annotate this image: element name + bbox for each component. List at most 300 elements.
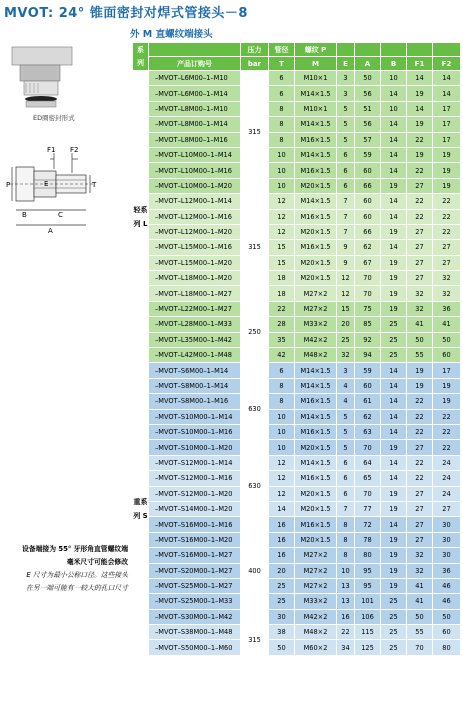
table-row (133, 147, 461, 162)
dim-e-value: 5 (337, 440, 355, 455)
order-code: –MVOT–S8M00–1–M14 (149, 378, 241, 393)
dim-f1-value: 41 (407, 594, 433, 609)
tube-size: 12 (269, 486, 295, 501)
order-code: –MVOT–S14M00–1–M20 (149, 501, 241, 516)
header-f2: F2 (433, 57, 461, 71)
dim-a-value: 75 (355, 301, 381, 316)
dim-a-value: 60 (355, 194, 381, 209)
dim-f2-value: 30 (433, 532, 461, 547)
header-thread-unit: M (295, 57, 337, 71)
dim-a-value: 95 (355, 578, 381, 593)
header-a: A (355, 57, 381, 71)
dim-a-value: 62 (355, 409, 381, 424)
tube-size: 12 (269, 194, 295, 209)
table-row (133, 178, 461, 193)
table-row (133, 117, 461, 132)
order-code: –MVOT–S6M00–1–M14 (149, 363, 241, 378)
dim-a-value: 63 (355, 424, 381, 439)
tube-size: 12 (269, 455, 295, 470)
order-code: –MVOT–L18M00–1–M27 (149, 286, 241, 301)
fitting-drawing (0, 45, 130, 245)
dim-f1-value: 22 (407, 194, 433, 209)
order-code: –MVOT–S20M00–1–M27 (149, 563, 241, 578)
dim-f1-value: 27 (407, 532, 433, 547)
thread-size: M14×1.5 (295, 147, 337, 162)
dim-b-value: 14 (381, 240, 407, 255)
tube-size: 10 (269, 147, 295, 162)
table-row (133, 301, 461, 316)
dim-e-value: 7 (337, 194, 355, 209)
dim-e-value: 3 (337, 86, 355, 101)
dim-a: A (48, 227, 53, 235)
pressure-value: 630 (241, 363, 269, 455)
dim-b-value: 14 (381, 394, 407, 409)
dim-a-value: 95 (355, 563, 381, 578)
tube-size: 15 (269, 255, 295, 270)
dim-f1-value: 27 (407, 255, 433, 270)
header-series: 系 列 (133, 43, 149, 71)
dim-a-value: 70 (355, 271, 381, 286)
dim-f2-value: 46 (433, 594, 461, 609)
dim-f2-value: 22 (433, 224, 461, 239)
table-row (133, 71, 461, 86)
dim-f2-value: 36 (433, 563, 461, 578)
order-code: –MVOT–S25M00–1–M33 (149, 594, 241, 609)
dim-b-value: 25 (381, 317, 407, 332)
table-row (133, 424, 461, 439)
dim-f2-value: 19 (433, 147, 461, 162)
dim-b-value: 19 (381, 224, 407, 239)
dim-b-value: 14 (381, 132, 407, 147)
tube-size: 16 (269, 532, 295, 547)
table-row (133, 86, 461, 101)
tube-size: 15 (269, 240, 295, 255)
order-code: –MVOT–S12M00–1–M16 (149, 471, 241, 486)
dim-a-value: 60 (355, 378, 381, 393)
dim-f1-value: 32 (407, 301, 433, 316)
thread-size: M27×2 (295, 578, 337, 593)
table-row (133, 209, 461, 224)
order-code: –MVOT–S10M00–1–M16 (149, 424, 241, 439)
dim-e-value: 6 (337, 471, 355, 486)
dim-b-value: 19 (381, 301, 407, 316)
dim-f2-value: 50 (433, 332, 461, 347)
thread-size: M16×1.5 (295, 471, 337, 486)
dim-b-value: 10 (381, 101, 407, 116)
dim-e-value: 8 (337, 548, 355, 563)
tube-size: 18 (269, 286, 295, 301)
table-row (133, 471, 461, 486)
section-subtitle: 外 M 直螺纹端接头 (130, 29, 213, 40)
order-code: –MVOT–L18M00–1–M20 (149, 271, 241, 286)
thread-size: M14×1.5 (295, 455, 337, 470)
dim-b-value: 14 (381, 424, 407, 439)
dim-b-value: 14 (381, 147, 407, 162)
dim-f2-value: 24 (433, 471, 461, 486)
dim-f2-value: 17 (433, 363, 461, 378)
dim-e-value: 4 (337, 394, 355, 409)
dim-f1-value: 22 (407, 163, 433, 178)
dim-a-value: 106 (355, 609, 381, 624)
dim-b: B (22, 211, 27, 219)
note-1: 设备端接为 55° 牙形角直管螺纹端 (22, 545, 128, 553)
dim-f1-value: 27 (407, 517, 433, 532)
dim-f1-value: 41 (407, 317, 433, 332)
thread-size: M10×1 (295, 101, 337, 116)
order-code: –MVOT–S30M00–1–M42 (149, 609, 241, 624)
order-code: –MVOT–L10M00–1–M14 (149, 147, 241, 162)
table-row (133, 194, 461, 209)
tube-size: 8 (269, 394, 295, 409)
tube-size: 8 (269, 378, 295, 393)
dim-a-value: 125 (355, 640, 381, 655)
dim-e-value: 12 (337, 286, 355, 301)
dim-b-value: 25 (381, 625, 407, 640)
order-code: –MVOT–S12M00–1–M20 (149, 486, 241, 501)
dim-f2-value: 27 (433, 240, 461, 255)
thread-size: M48×2 (295, 625, 337, 640)
tube-size: 14 (269, 501, 295, 516)
tube-size: 10 (269, 440, 295, 455)
dim-e-value: 22 (337, 625, 355, 640)
table-row (133, 101, 461, 116)
thread-size: M14×1.5 (295, 194, 337, 209)
dim-f1-value: 50 (407, 332, 433, 347)
order-code: –MVOT–L6M00–1–M10 (149, 71, 241, 86)
order-code: –MVOT–S10M00–1–M14 (149, 409, 241, 424)
thread-size: M20×1.5 (295, 271, 337, 286)
dim-e-value: 3 (337, 71, 355, 86)
dim-b-value: 19 (381, 178, 407, 193)
order-code: –MVOT–L22M00–1–M27 (149, 301, 241, 316)
header-pressure-unit: bar (241, 57, 269, 71)
dim-t: T (92, 181, 97, 189)
thread-size: M27×2 (295, 286, 337, 301)
dim-f2-value: 19 (433, 394, 461, 409)
dim-f1-value: 22 (407, 209, 433, 224)
dim-f2-value: 24 (433, 455, 461, 470)
dim-f2-value: 22 (433, 424, 461, 439)
order-code: –MVOT–S50M00–1–M60 (149, 640, 241, 655)
table-row (133, 224, 461, 239)
table-row (133, 271, 461, 286)
dim-f1-value: 27 (407, 501, 433, 516)
dim-f1-value: 70 (407, 640, 433, 655)
dim-f2-value: 32 (433, 271, 461, 286)
dim-f1-value: 27 (407, 178, 433, 193)
thread-size: M16×1.5 (295, 209, 337, 224)
header-pressure: 压力 (241, 43, 269, 57)
dim-a-value: 72 (355, 517, 381, 532)
order-code: –MVOT–S16M00–1–M20 (149, 532, 241, 547)
dim-f1-value: 19 (407, 147, 433, 162)
dim-f1-value: 22 (407, 409, 433, 424)
dim-a-value: 60 (355, 163, 381, 178)
dim-f2-value: 30 (433, 548, 461, 563)
table-row (133, 363, 461, 378)
dim-b-value: 19 (381, 271, 407, 286)
table-row (133, 609, 461, 624)
dim-b-value: 14 (381, 209, 407, 224)
dim-e-value: 15 (337, 301, 355, 316)
dim-f2-value: 50 (433, 609, 461, 624)
dim-e-value: 20 (337, 317, 355, 332)
dim-f2-value: 80 (433, 640, 461, 655)
dim-a-value: 56 (355, 86, 381, 101)
dim-b-value: 25 (381, 332, 407, 347)
dim-f2-value: 14 (433, 71, 461, 86)
dim-f1-value: 22 (407, 132, 433, 147)
dim-e-value: 5 (337, 409, 355, 424)
dim-e-value: 8 (337, 532, 355, 547)
tube-size: 25 (269, 578, 295, 593)
dim-f2-value: 41 (433, 317, 461, 332)
dim-f2-value: 22 (433, 409, 461, 424)
tube-size: 18 (269, 271, 295, 286)
thread-size: M27×2 (295, 301, 337, 316)
order-code: –MVOT–L6M00–1–M14 (149, 86, 241, 101)
tube-size: 6 (269, 71, 295, 86)
dim-a-value: 62 (355, 240, 381, 255)
dim-b-value: 19 (381, 486, 407, 501)
header-row-2 (133, 57, 461, 71)
order-code: –MVOT–S16M00–1–M16 (149, 517, 241, 532)
table-row (133, 594, 461, 609)
pressure-value: 630 (241, 455, 269, 517)
header-thread: 螺纹 P (295, 43, 337, 57)
order-code: –MVOT–L10M00–1–M20 (149, 178, 241, 193)
dim-f2-value: 17 (433, 132, 461, 147)
dim-f1-value: 32 (407, 563, 433, 578)
header-code (149, 43, 241, 57)
tube-size: 30 (269, 609, 295, 624)
dim-b-value: 25 (381, 609, 407, 624)
pressure-value: 315 (241, 625, 269, 656)
dim-e-value: 7 (337, 224, 355, 239)
table-row (133, 501, 461, 516)
dim-b-value: 14 (381, 455, 407, 470)
thread-size: M48×2 (295, 348, 337, 363)
page-title: MVOT: 24° 锥面密封对焊式管接头－8 (4, 6, 248, 21)
thread-size: M16×1.5 (295, 132, 337, 147)
dim-f1-value: 27 (407, 486, 433, 501)
dim-a-value: 101 (355, 594, 381, 609)
seal-caption: ED圈密封形式 (33, 114, 75, 122)
thread-size: M16×1.5 (295, 240, 337, 255)
dim-f1: F1 (47, 146, 56, 154)
header-row-1 (133, 43, 461, 57)
table-row (133, 240, 461, 255)
pressure-value: 315 (241, 194, 269, 302)
dim-a-value: 80 (355, 548, 381, 563)
dim-f1-value: 22 (407, 424, 433, 439)
tube-size: 12 (269, 209, 295, 224)
dim-f2-value: 27 (433, 501, 461, 516)
table-row (133, 563, 461, 578)
thread-size: M42×2 (295, 609, 337, 624)
dim-f2-value: 30 (433, 517, 461, 532)
pressure-value: 250 (241, 301, 269, 363)
dim-f2-value: 32 (433, 286, 461, 301)
pressure-value: 315 (241, 71, 269, 194)
dim-b-value: 14 (381, 163, 407, 178)
dim-f1-value: 32 (407, 548, 433, 563)
tube-size: 10 (269, 424, 295, 439)
dim-f2-value: 46 (433, 578, 461, 593)
dim-e-value: 7 (337, 209, 355, 224)
thread-size: M20×1.5 (295, 501, 337, 516)
table-row (133, 625, 461, 640)
thread-size: M27×2 (295, 563, 337, 578)
note-3: E 尺寸为最小公称口径。这些接头 (26, 571, 128, 579)
dim-f1-value: 41 (407, 578, 433, 593)
dim-b-value: 19 (381, 286, 407, 301)
table-row (133, 394, 461, 409)
dim-f1-value: 14 (407, 71, 433, 86)
order-code: –MVOT–S8M00–1–M16 (149, 394, 241, 409)
dim-e-value: 16 (337, 609, 355, 624)
dim-f1-value: 19 (407, 117, 433, 132)
thread-size: M20×1.5 (295, 486, 337, 501)
tube-size: 6 (269, 363, 295, 378)
dim-f1-value: 14 (407, 101, 433, 116)
dim-a-value: 64 (355, 455, 381, 470)
dim-e-value: 9 (337, 255, 355, 270)
dim-f1-value: 22 (407, 455, 433, 470)
tube-size: 8 (269, 132, 295, 147)
order-code: –MVOT–S38M00–1–M48 (149, 625, 241, 640)
dim-f1-value: 27 (407, 271, 433, 286)
thread-size: M20×1.5 (295, 532, 337, 547)
dim-f2-value: 60 (433, 625, 461, 640)
dim-f2-value: 27 (433, 255, 461, 270)
dim-f2-value: 19 (433, 163, 461, 178)
header-f1: F1 (407, 57, 433, 71)
thread-size: M14×1.5 (295, 378, 337, 393)
order-code: –MVOT–L8M00–1–M10 (149, 101, 241, 116)
dim-e-value: 13 (337, 578, 355, 593)
dim-f1-value: 55 (407, 348, 433, 363)
dim-a-value: 51 (355, 101, 381, 116)
dim-e-value: 6 (337, 486, 355, 501)
order-code: –MVOT–S10M00–1–M20 (149, 440, 241, 455)
dim-b-value: 19 (381, 501, 407, 516)
dim-a-value: 65 (355, 471, 381, 486)
dim-a-value: 77 (355, 501, 381, 516)
dim-f1-value: 22 (407, 471, 433, 486)
table-row (133, 532, 461, 547)
tube-size: 12 (269, 471, 295, 486)
order-code: –MVOT–L15M00–1–M20 (149, 255, 241, 270)
dim-e-value: 25 (337, 332, 355, 347)
thread-size: M33×2 (295, 594, 337, 609)
dim-f2-value: 19 (433, 178, 461, 193)
dim-e-value: 5 (337, 101, 355, 116)
dim-b-value: 14 (381, 517, 407, 532)
fitting-3d-illustration (12, 47, 72, 107)
order-code: –MVOT–L42M00–1–M48 (149, 348, 241, 363)
dim-b-value: 10 (381, 71, 407, 86)
dim-f1-value: 19 (407, 363, 433, 378)
tube-size: 8 (269, 117, 295, 132)
dim-f2-value: 14 (433, 86, 461, 101)
thread-size: M14×1.5 (295, 409, 337, 424)
tube-size: 16 (269, 517, 295, 532)
dim-f2-value: 17 (433, 117, 461, 132)
dim-e-value: 6 (337, 178, 355, 193)
dim-b-value: 19 (381, 563, 407, 578)
tube-size: 25 (269, 594, 295, 609)
tube-size: 8 (269, 101, 295, 116)
order-code: –MVOT–L28M00–1–M33 (149, 317, 241, 332)
table-row (133, 163, 461, 178)
dim-f1-value: 32 (407, 286, 433, 301)
thread-size: M14×1.5 (295, 86, 337, 101)
table-row (133, 255, 461, 270)
table-row (133, 548, 461, 563)
table-row (133, 286, 461, 301)
dim-e-value: 13 (337, 594, 355, 609)
dim-b-value: 14 (381, 378, 407, 393)
thread-size: M16×1.5 (295, 163, 337, 178)
dim-b-value: 14 (381, 117, 407, 132)
order-code: –MVOT–L8M00–1–M16 (149, 132, 241, 147)
tube-size: 38 (269, 625, 295, 640)
dim-a-value: 59 (355, 363, 381, 378)
dim-f1-value: 19 (407, 86, 433, 101)
tube-size: 10 (269, 163, 295, 178)
order-code: –MVOT–L15M00–1–M16 (149, 240, 241, 255)
dim-e-value: 5 (337, 117, 355, 132)
dim-a-value: 61 (355, 394, 381, 409)
dim-b-value: 19 (381, 578, 407, 593)
series-light-label: 轻系列 L (133, 71, 149, 363)
thread-size: M20×1.5 (295, 440, 337, 455)
dim-e-value: 6 (337, 163, 355, 178)
dim-b-value: 25 (381, 348, 407, 363)
dim-a-value: 70 (355, 286, 381, 301)
dim-f2-value: 19 (433, 378, 461, 393)
dim-e-value: 7 (337, 501, 355, 516)
dim-f1-value: 55 (407, 625, 433, 640)
tube-size: 20 (269, 563, 295, 578)
dim-e-value: 6 (337, 147, 355, 162)
dim-e-value: 4 (337, 378, 355, 393)
header-tube: 管径 (269, 43, 295, 57)
note-4: 在另一端可能有一较大的孔口尺寸 (26, 584, 128, 592)
dim-a-value: 60 (355, 209, 381, 224)
series-heavy-label: 重系列 S (133, 363, 149, 655)
table-row (133, 332, 461, 347)
table-row (133, 455, 461, 470)
tube-size: 50 (269, 640, 295, 655)
header-e: E (337, 57, 355, 71)
dim-a-value: 78 (355, 532, 381, 547)
thread-size: M27×2 (295, 548, 337, 563)
dim-b-value: 19 (381, 548, 407, 563)
tube-size: 42 (269, 348, 295, 363)
tube-size: 16 (269, 548, 295, 563)
dim-e-value: 34 (337, 640, 355, 655)
dim-f2-value: 60 (433, 348, 461, 363)
dim-a-value: 67 (355, 255, 381, 270)
dim-a-value: 94 (355, 348, 381, 363)
dim-f1-value: 27 (407, 224, 433, 239)
dim-e-value: 10 (337, 563, 355, 578)
dim-b-value: 25 (381, 594, 407, 609)
dim-e-value: 3 (337, 363, 355, 378)
tube-size: 10 (269, 178, 295, 193)
